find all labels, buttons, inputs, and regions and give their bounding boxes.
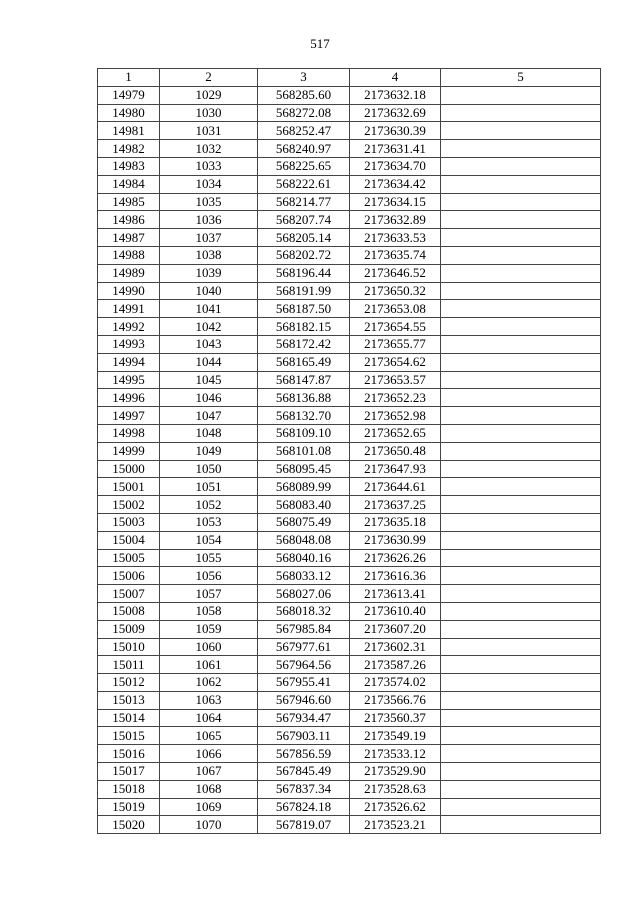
table-cell: 15016 <box>98 745 160 763</box>
table-row <box>98 780 601 798</box>
table-cell <box>441 709 601 727</box>
table-cell: 2173602.31 <box>350 638 441 656</box>
table-cell: 2173549.19 <box>350 727 441 745</box>
table-cell: 2173652.23 <box>350 389 441 407</box>
table-cell: 15002 <box>98 496 160 514</box>
table-cell: 2173653.57 <box>350 371 441 389</box>
table-cell: 567964.56 <box>258 656 350 674</box>
table-row <box>98 140 601 158</box>
table-cell <box>441 389 601 407</box>
table-cell: 14999 <box>98 442 160 460</box>
table-cell: 568136.88 <box>258 389 350 407</box>
table-cell: 2173560.37 <box>350 709 441 727</box>
table-cell: 568165.49 <box>258 353 350 371</box>
table-cell: 568147.87 <box>258 371 350 389</box>
table-cell: 567977.61 <box>258 638 350 656</box>
table-cell: 2173633.53 <box>350 229 441 247</box>
table-cell: 1054 <box>160 531 258 549</box>
table-cell: 14989 <box>98 264 160 282</box>
table-cell: 1047 <box>160 407 258 425</box>
column-header: 5 <box>441 69 601 87</box>
table-cell: 1046 <box>160 389 258 407</box>
table-cell: 2173635.74 <box>350 246 441 264</box>
table-cell <box>441 727 601 745</box>
table-cell: 567946.60 <box>258 691 350 709</box>
table-cell <box>441 567 601 585</box>
table-cell <box>441 193 601 211</box>
table-cell: 2173607.20 <box>350 620 441 638</box>
table-row <box>98 602 601 620</box>
table-cell: 567845.49 <box>258 763 350 781</box>
column-header: 2 <box>160 69 258 87</box>
table-cell: 1030 <box>160 104 258 122</box>
table-cell: 14992 <box>98 318 160 336</box>
table-cell: 14997 <box>98 407 160 425</box>
table-cell: 15019 <box>98 798 160 816</box>
table-cell: 1062 <box>160 674 258 692</box>
table-cell: 568172.42 <box>258 335 350 353</box>
table-row <box>98 335 601 353</box>
table-cell: 2173613.41 <box>350 585 441 603</box>
table-cell <box>441 816 601 834</box>
table-cell: 2173626.26 <box>350 549 441 567</box>
table-cell: 14985 <box>98 193 160 211</box>
table-cell: 1068 <box>160 780 258 798</box>
table-row <box>98 175 601 193</box>
column-header: 3 <box>258 69 350 87</box>
table-row <box>98 122 601 140</box>
table-cell: 568225.65 <box>258 157 350 175</box>
table-cell: 2173634.70 <box>350 157 441 175</box>
table-cell <box>441 780 601 798</box>
table-cell <box>441 104 601 122</box>
table-cell: 568101.08 <box>258 442 350 460</box>
table-row <box>98 798 601 816</box>
table-cell: 1069 <box>160 798 258 816</box>
table-cell: 2173647.93 <box>350 460 441 478</box>
table-cell: 2173652.98 <box>350 407 441 425</box>
table-cell: 2173654.62 <box>350 353 441 371</box>
table-cell: 1032 <box>160 140 258 158</box>
table-cell: 567819.07 <box>258 816 350 834</box>
table-cell: 1059 <box>160 620 258 638</box>
table-cell: 2173528.63 <box>350 780 441 798</box>
table-row <box>98 424 601 442</box>
table-cell: 2173566.76 <box>350 691 441 709</box>
table-cell: 1067 <box>160 763 258 781</box>
table-cell <box>441 140 601 158</box>
table-row <box>98 496 601 514</box>
table-cell: 14984 <box>98 175 160 193</box>
table-cell: 14982 <box>98 140 160 158</box>
table-cell <box>441 549 601 567</box>
table-cell: 15001 <box>98 478 160 496</box>
table-cell: 567856.59 <box>258 745 350 763</box>
table-cell: 2173653.08 <box>350 300 441 318</box>
table-row <box>98 620 601 638</box>
table-cell: 2173650.48 <box>350 442 441 460</box>
table-cell <box>441 763 601 781</box>
table-row <box>98 763 601 781</box>
table-row <box>98 104 601 122</box>
table-cell: 2173644.61 <box>350 478 441 496</box>
table-cell: 2173635.18 <box>350 513 441 531</box>
table-cell: 2173632.89 <box>350 211 441 229</box>
table-row <box>98 229 601 247</box>
table-cell: 1049 <box>160 442 258 460</box>
table-cell: 15018 <box>98 780 160 798</box>
table-cell: 1056 <box>160 567 258 585</box>
table-cell: 15007 <box>98 585 160 603</box>
table-cell <box>441 478 601 496</box>
table-cell: 14990 <box>98 282 160 300</box>
table-cell: 1063 <box>160 691 258 709</box>
table-cell: 1040 <box>160 282 258 300</box>
table-row <box>98 460 601 478</box>
table-cell: 567903.11 <box>258 727 350 745</box>
table-cell: 2173526.62 <box>350 798 441 816</box>
table-cell: 567985.84 <box>258 620 350 638</box>
table-cell: 15014 <box>98 709 160 727</box>
table-cell: 2173630.99 <box>350 531 441 549</box>
table-cell <box>441 211 601 229</box>
table-row <box>98 442 601 460</box>
table-cell <box>441 407 601 425</box>
table-cell: 568048.08 <box>258 531 350 549</box>
table-cell: 14979 <box>98 86 160 104</box>
table-cell: 14993 <box>98 335 160 353</box>
table-row <box>98 211 601 229</box>
table-row <box>98 531 601 549</box>
table-cell: 14986 <box>98 211 160 229</box>
table-cell: 568095.45 <box>258 460 350 478</box>
table-row <box>98 656 601 674</box>
table-cell <box>441 620 601 638</box>
table-row <box>98 638 601 656</box>
table-cell: 1057 <box>160 585 258 603</box>
table-cell <box>441 353 601 371</box>
coordinates-table <box>97 68 601 834</box>
table-cell: 1042 <box>160 318 258 336</box>
table-cell: 568182.15 <box>258 318 350 336</box>
table-cell <box>441 442 601 460</box>
table-cell: 15000 <box>98 460 160 478</box>
table-row <box>98 318 601 336</box>
table-cell: 14996 <box>98 389 160 407</box>
table-cell: 1050 <box>160 460 258 478</box>
table-cell: 568191.99 <box>258 282 350 300</box>
table-row <box>98 407 601 425</box>
table-row <box>98 709 601 727</box>
table-cell: 2173655.77 <box>350 335 441 353</box>
table-cell: 15013 <box>98 691 160 709</box>
page-number: 517 <box>310 36 330 51</box>
table-cell: 1029 <box>160 86 258 104</box>
table-cell: 568222.61 <box>258 175 350 193</box>
table-cell: 2173632.69 <box>350 104 441 122</box>
table-cell: 568083.40 <box>258 496 350 514</box>
table-cell: 1035 <box>160 193 258 211</box>
table-row <box>98 157 601 175</box>
table-body <box>98 86 601 833</box>
table-row <box>98 567 601 585</box>
table-row <box>98 478 601 496</box>
table-cell: 1044 <box>160 353 258 371</box>
table-cell: 15020 <box>98 816 160 834</box>
table-cell: 568272.08 <box>258 104 350 122</box>
table-row <box>98 585 601 603</box>
table-cell: 15010 <box>98 638 160 656</box>
table-cell: 2173631.41 <box>350 140 441 158</box>
table-cell: 1033 <box>160 157 258 175</box>
table-cell: 567837.34 <box>258 780 350 798</box>
table-row <box>98 389 601 407</box>
table-cell: 568033.12 <box>258 567 350 585</box>
table-cell: 1034 <box>160 175 258 193</box>
table-cell: 15011 <box>98 656 160 674</box>
table-cell <box>441 264 601 282</box>
table-cell: 14994 <box>98 353 160 371</box>
table-cell: 2173632.18 <box>350 86 441 104</box>
table-row <box>98 513 601 531</box>
table-cell: 567824.18 <box>258 798 350 816</box>
table-cell: 1031 <box>160 122 258 140</box>
table-cell: 2173630.39 <box>350 122 441 140</box>
table-row <box>98 674 601 692</box>
table-cell: 2173610.40 <box>350 602 441 620</box>
table-row <box>98 745 601 763</box>
table-cell: 1048 <box>160 424 258 442</box>
table-cell: 14980 <box>98 104 160 122</box>
table-row <box>98 691 601 709</box>
table-cell <box>441 175 601 193</box>
table-row <box>98 816 601 834</box>
table-row <box>98 282 601 300</box>
table-cell: 568285.60 <box>258 86 350 104</box>
table-cell <box>441 371 601 389</box>
table-cell: 1061 <box>160 656 258 674</box>
table-row <box>98 371 601 389</box>
table-cell: 1053 <box>160 513 258 531</box>
table-cell: 14987 <box>98 229 160 247</box>
table-row <box>98 193 601 211</box>
table-row <box>98 246 601 264</box>
table-cell: 568089.99 <box>258 478 350 496</box>
table-cell: 2173529.90 <box>350 763 441 781</box>
table-cell <box>441 513 601 531</box>
table-cell: 1066 <box>160 745 258 763</box>
table-cell <box>441 585 601 603</box>
table-cell <box>441 424 601 442</box>
table-cell <box>441 229 601 247</box>
table-cell <box>441 122 601 140</box>
table-cell <box>441 157 601 175</box>
table-cell: 567934.47 <box>258 709 350 727</box>
table-cell: 1065 <box>160 727 258 745</box>
table-cell: 568018.32 <box>258 602 350 620</box>
table-cell: 15003 <box>98 513 160 531</box>
table-cell <box>441 798 601 816</box>
table-cell: 1070 <box>160 816 258 834</box>
table-cell: 15004 <box>98 531 160 549</box>
table-cell: 568027.06 <box>258 585 350 603</box>
column-header: 4 <box>350 69 441 87</box>
table-cell: 568075.49 <box>258 513 350 531</box>
table-cell: 2173587.26 <box>350 656 441 674</box>
table-cell: 1064 <box>160 709 258 727</box>
table-cell: 14995 <box>98 371 160 389</box>
table-cell: 2173634.42 <box>350 175 441 193</box>
table-cell: 2173652.65 <box>350 424 441 442</box>
table-cell: 568109.10 <box>258 424 350 442</box>
table-cell: 2173574.02 <box>350 674 441 692</box>
table-cell: 15017 <box>98 763 160 781</box>
table-cell: 15006 <box>98 567 160 585</box>
table-cell <box>441 602 601 620</box>
table-row <box>98 727 601 745</box>
table-cell <box>441 691 601 709</box>
table-row <box>98 549 601 567</box>
table-cell: 15009 <box>98 620 160 638</box>
table-row <box>98 300 601 318</box>
table-cell <box>441 745 601 763</box>
table-cell: 568132.70 <box>258 407 350 425</box>
table-cell: 2173650.32 <box>350 282 441 300</box>
table-cell: 568207.74 <box>258 211 350 229</box>
table-cell: 568205.14 <box>258 229 350 247</box>
table-cell <box>441 246 601 264</box>
table-cell: 568214.77 <box>258 193 350 211</box>
table-header-row <box>98 69 601 87</box>
table-row <box>98 86 601 104</box>
table-cell: 568187.50 <box>258 300 350 318</box>
table-cell <box>441 300 601 318</box>
table-cell: 15005 <box>98 549 160 567</box>
table-cell: 568040.16 <box>258 549 350 567</box>
table-cell: 1055 <box>160 549 258 567</box>
table-cell: 14981 <box>98 122 160 140</box>
table-cell <box>441 86 601 104</box>
table-cell: 15012 <box>98 674 160 692</box>
table-cell: 1037 <box>160 229 258 247</box>
table-cell: 15015 <box>98 727 160 745</box>
table-cell: 15008 <box>98 602 160 620</box>
table-cell: 1060 <box>160 638 258 656</box>
table-cell: 1038 <box>160 246 258 264</box>
table-cell <box>441 674 601 692</box>
table-cell: 1039 <box>160 264 258 282</box>
table-cell: 2173654.55 <box>350 318 441 336</box>
table-cell: 1058 <box>160 602 258 620</box>
table-cell: 2173634.15 <box>350 193 441 211</box>
table-cell: 568196.44 <box>258 264 350 282</box>
table-cell: 2173646.52 <box>350 264 441 282</box>
table-cell: 14991 <box>98 300 160 318</box>
table-cell: 14983 <box>98 157 160 175</box>
table-cell <box>441 638 601 656</box>
table-cell <box>441 460 601 478</box>
table-cell: 1052 <box>160 496 258 514</box>
table-cell: 2173637.25 <box>350 496 441 514</box>
table-cell <box>441 318 601 336</box>
table-cell <box>441 656 601 674</box>
table-cell: 14988 <box>98 246 160 264</box>
table-row <box>98 353 601 371</box>
table-cell: 1036 <box>160 211 258 229</box>
table-cell: 2173616.36 <box>350 567 441 585</box>
table-cell: 1045 <box>160 371 258 389</box>
column-header: 1 <box>98 69 160 87</box>
table-cell: 2173533.12 <box>350 745 441 763</box>
table-cell <box>441 282 601 300</box>
table-cell: 2173523.21 <box>350 816 441 834</box>
table-cell: 1043 <box>160 335 258 353</box>
table-cell: 1041 <box>160 300 258 318</box>
table-cell <box>441 496 601 514</box>
table-cell <box>441 531 601 549</box>
table-cell: 567955.41 <box>258 674 350 692</box>
table-cell: 568252.47 <box>258 122 350 140</box>
table-cell: 1051 <box>160 478 258 496</box>
table-cell: 14998 <box>98 424 160 442</box>
table-cell: 568240.97 <box>258 140 350 158</box>
table-row <box>98 264 601 282</box>
table-cell <box>441 335 601 353</box>
table-cell: 568202.72 <box>258 246 350 264</box>
